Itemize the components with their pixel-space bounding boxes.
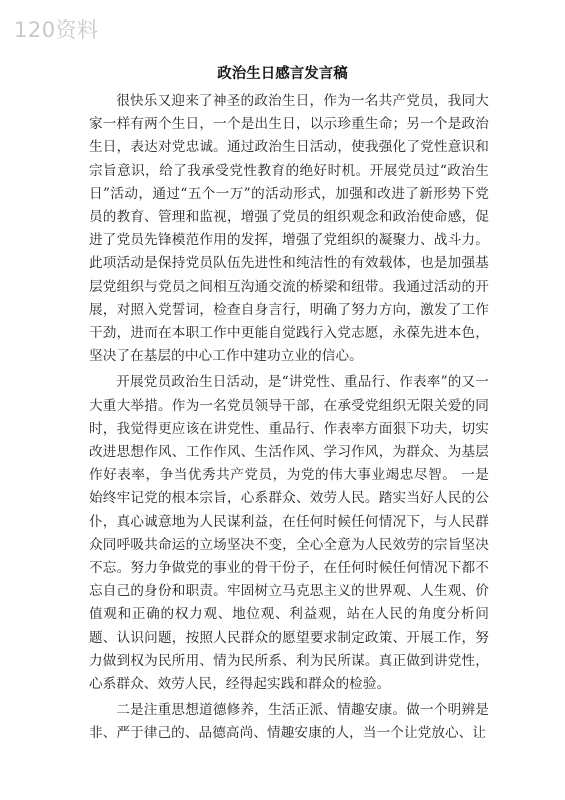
paragraph-2: 开展党员政治生日活动，是“讲党性、重品行、作表率”的又一大重大举措。作为一名党员领导干部，在承受党组织无限关爱的同时，我觉得更应该在讲党性、重品行、作表率方面狠下功夫，切实改进思想作风、工作作风、生活作风、学习作风，为群众、为基层作好表率，争当优秀共产党员，为党的伟大事业竭忠尽智。 一是始终牢记党的根本宗旨，心系群众、效劳人民。踏实当好人民的公仆，真心诚意地为人民谋利益，在任何时候任何情况下，与人民群众同呼吸共命运的立场坚决不变，全心全意为人民效劳的宗旨坚决不忘。努力争做党的事业的骨干份子，在任何时候任何情况下都不忘自己的身份和职责。牢固树立马克思主义的世界观、人生观、价值观和正确的权力观、地位观、利益观，站在人民的角度分析问题、认识问题，按照人民群众的愿望要求制定政策、开展工作，努力做到权为民所用、情为民所系、利为民所谋。真正做到讲党性，心系群众、效劳人民，经得起实践和群众的检验。 — [89, 374, 489, 693]
document-title: 政治生日感言发言稿 — [217, 66, 348, 82]
document-body — [89, 90, 489, 749]
paragraph-1: 很快乐又迎来了神圣的政治生日，作为一名共产党员，我同大家一样有两个生日，一个是出生日，以示珍重生命；另一个是政治生日，表达对党忠诚。通过政治生日活动，使我强化了党性意识和宗旨意识，给了我承受党性教育的绝好时机。开展党员过“政治生日”活动，通过“五个一万”的活动形式，加强和改进了新形势下党员的教育、管理和监视，增强了党员的组织观念和政治使命感，促进了党员先锋模范作用的发挥，增强了党组织的凝聚力、战斗力。此项活动是保持党员队伍先进性和纯洁性的有效载体，也是加强基层党组织与党员之间相互沟通交流的桥梁和纽带。我通过活动的开展，对照入党誓词，检查自身言行，明确了努力方向，激发了工作干劲，进而在本职工作中更能自觉践行入党志愿，永葆先进本色，坚决了在基层的中心工作中建功立业的信心。 — [89, 93, 489, 365]
paragraph-3: 二是注重思想道德修养，生活正派、情趣安康。做一个明辨是非、严于律己的、品德高尚、情趣安康的人，当一个让党放心、让 — [89, 702, 489, 742]
watermark-logo: 120资料 — [14, 18, 99, 42]
